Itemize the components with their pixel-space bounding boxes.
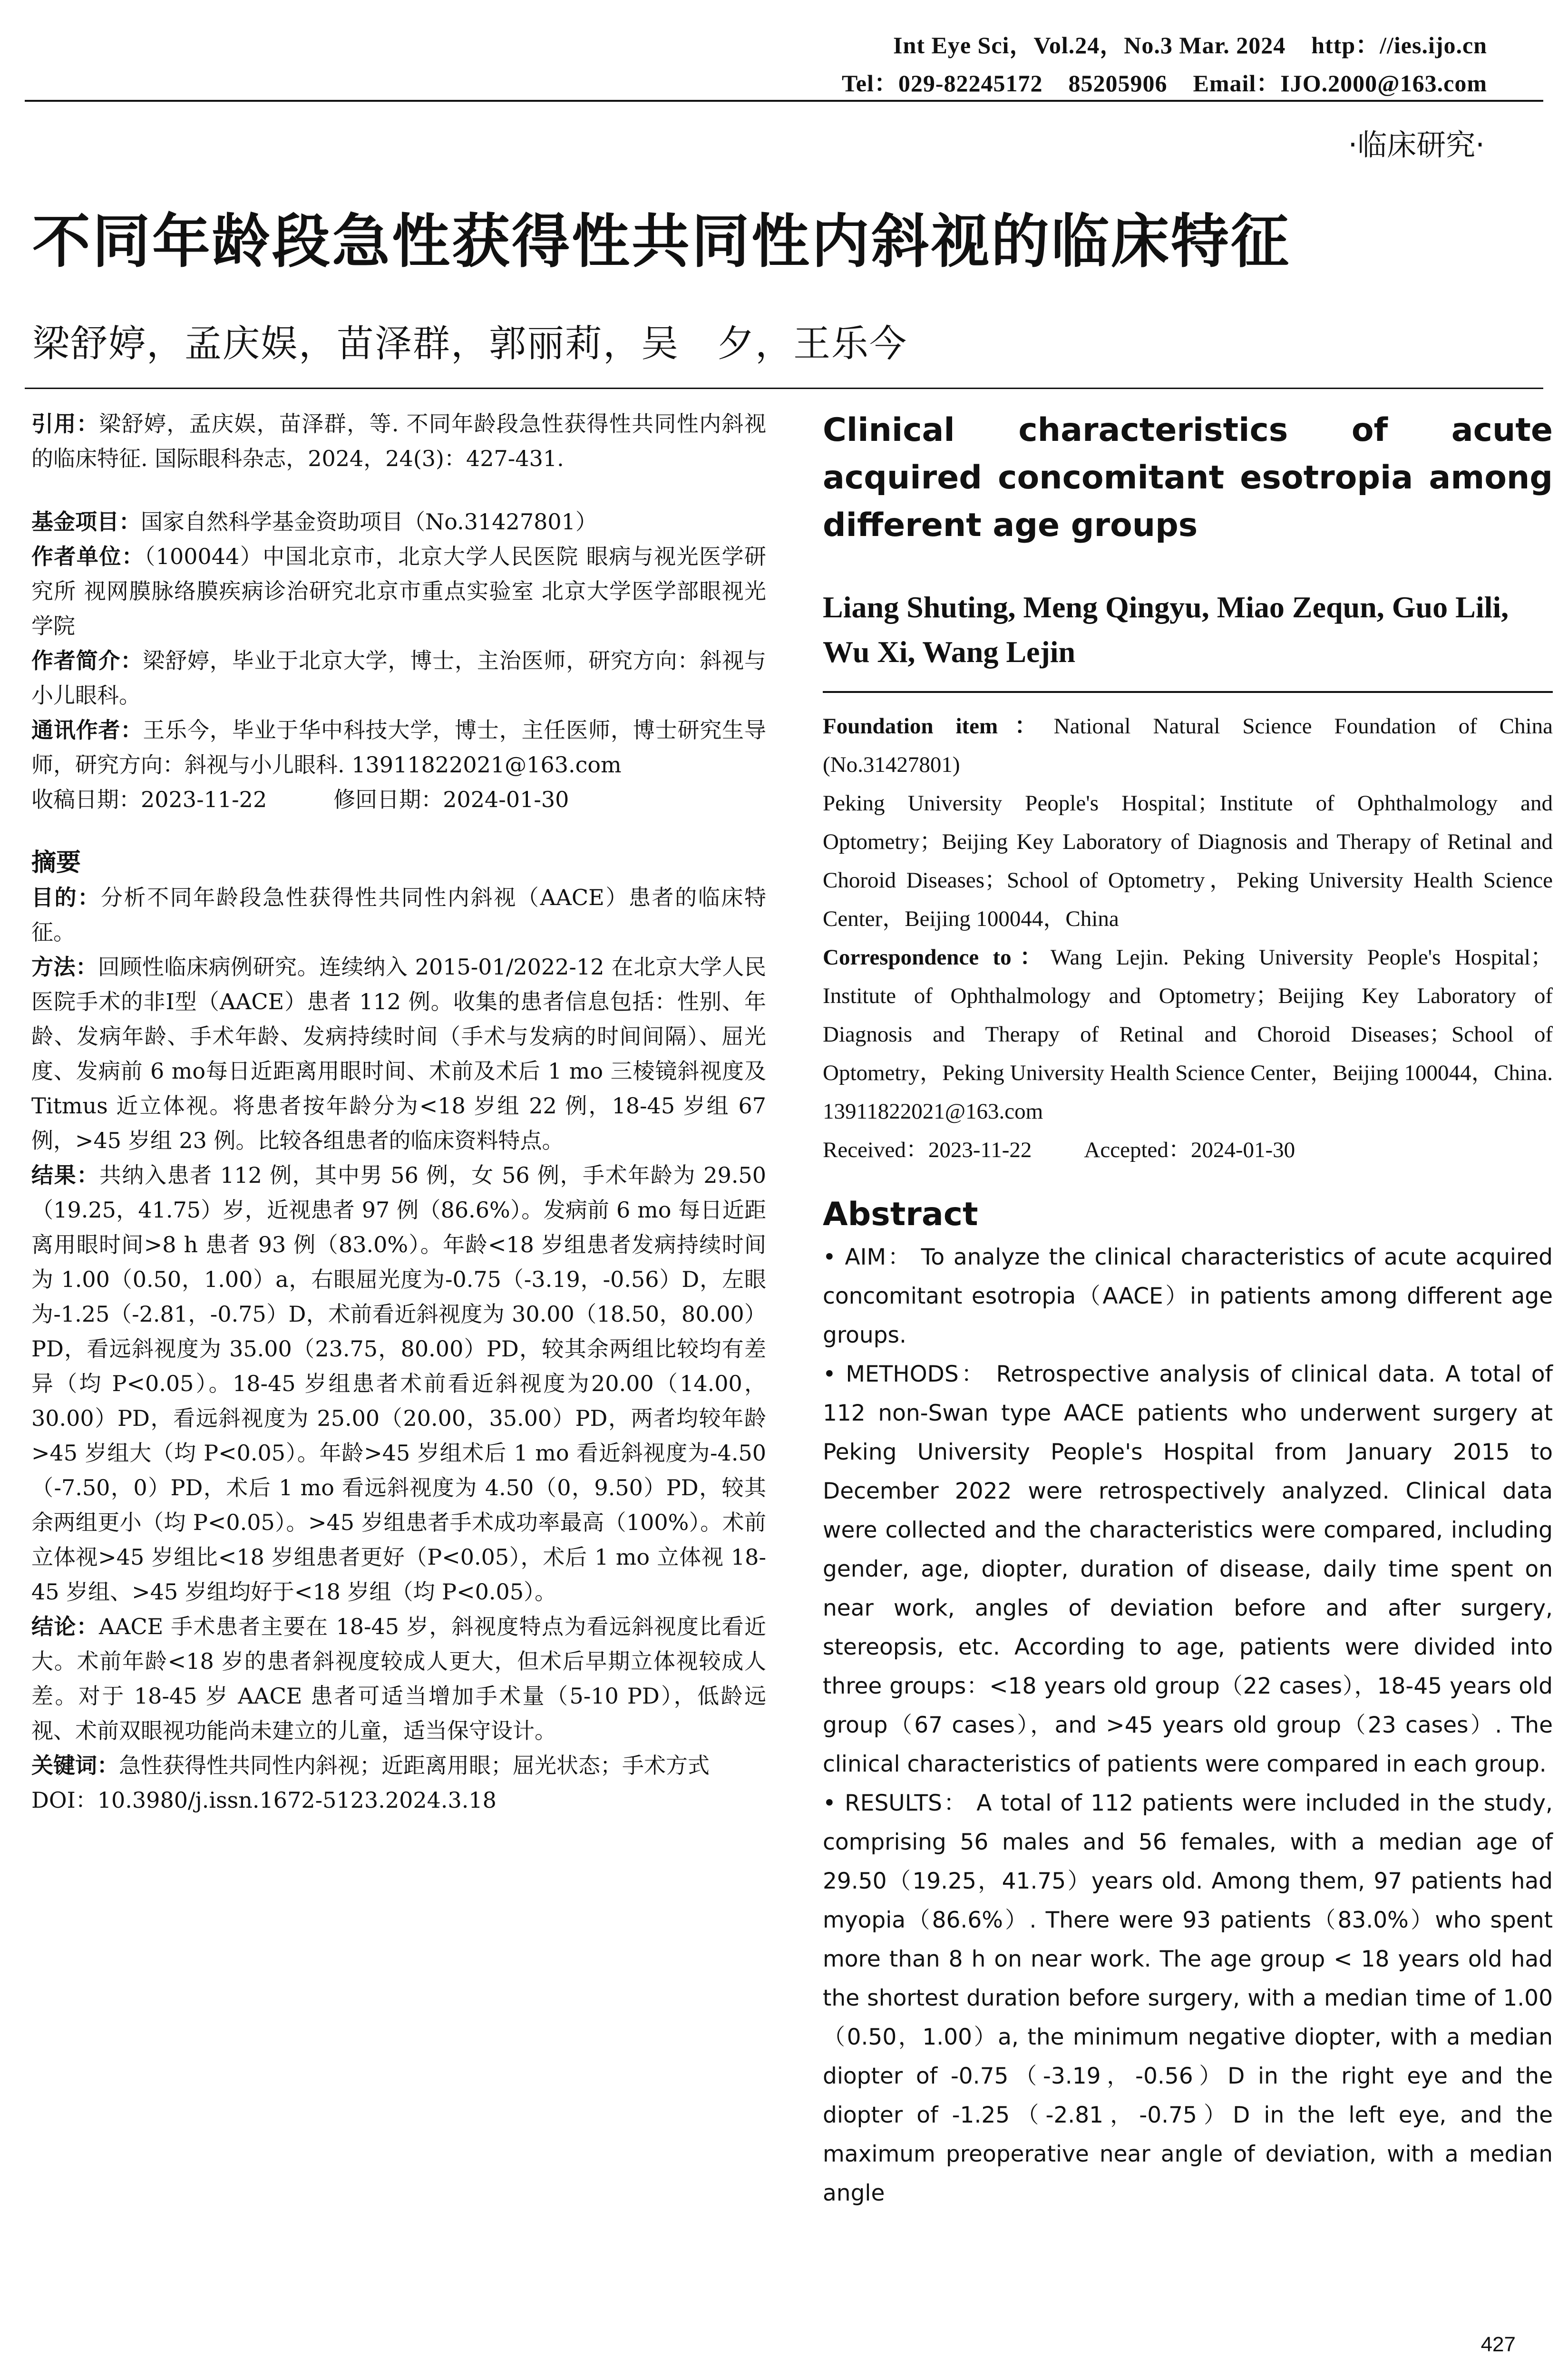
author-unit bbox=[31, 539, 766, 643]
article-title-en: Clinical characteristics of acute acquired concomitant esotropia among different age groups bbox=[823, 411, 1553, 544]
foundation-item bbox=[823, 707, 1553, 784]
methods-en-label: • METHODS： bbox=[823, 1361, 987, 1387]
foundation-text: National Natural Science Foundation of China (No.31427801) bbox=[823, 714, 1553, 777]
dates-en bbox=[823, 1131, 1553, 1169]
results-en-label: • RESULTS： bbox=[823, 1790, 968, 1816]
foundation-label: Foundation item： bbox=[823, 714, 1054, 739]
citation bbox=[31, 407, 766, 476]
affiliation: Peking University People's Hospital；Institute of Ophthalmology and Optometry；Beijing Key Laboratory of Diagnosis and Therapy of Retinal and Choroid Diseases；School of Optometry，Peking University Health Science Center，Beijing 100044，China bbox=[823, 791, 1553, 931]
correspondence bbox=[823, 938, 1553, 1131]
abstract-en-aim bbox=[823, 1238, 1553, 1355]
conclusion-label: 结论： bbox=[31, 1614, 99, 1639]
results-label: 结果： bbox=[31, 1162, 99, 1188]
methods-text: 回顾性临床病例研究。连续纳入 2015-01/2022-12 在北京大学人民医院手术的非Ⅰ型（AACE）患者 112 例。收集的患者信息包括：性别、年龄、发病年龄、手术年龄、发病持续时间（手术与发病的时间间隔）、屈光度、发病前 6 mo每日近距离用眼时间、术前及术后 1 mo 三棱镜斜视度及 Titmus 近立体视。将患者按年龄分为<18 岁组 22 例，18-45 岁组 67 例，>45 岁组 23 例。比较各组患者的临床资料特点。 bbox=[31, 954, 767, 1153]
citation-text: 梁舒婷，孟庆娱，苗泽群，等. 不同年龄段急性获得性共同性内斜视的临床特征. 国际眼科杂志，2024，24(3)：427-431. bbox=[31, 411, 767, 471]
journal-header-line: Int Eye Sci，Vol.24，No.3 Mar. 2024 http：//ies.ijo.cn bbox=[893, 32, 1487, 58]
header-rule bbox=[25, 100, 1543, 102]
aim-en-label: • AIM： bbox=[823, 1244, 912, 1270]
bio-label: 作者简介： bbox=[31, 648, 143, 673]
citation-label: 引用： bbox=[31, 411, 99, 437]
title-rule bbox=[25, 388, 1543, 389]
dates bbox=[31, 782, 766, 817]
aim-text: 分析不同年龄段急性获得性共同性内斜视（AACE）患者的临床特征。 bbox=[31, 885, 767, 945]
correspondence-label: Correspondence to： bbox=[823, 945, 1051, 970]
received-date: 收稿日期：2023-11-22 bbox=[31, 787, 267, 812]
journal-contact-line: Tel：029-82245172 85205906 Email：IJO.2000@163.com bbox=[842, 70, 1487, 97]
keywords-label: 关键词： bbox=[31, 1753, 119, 1778]
methods-en-text: Retrospective analysis of clinical data. A total of 112 non-Swan type AACE patients who underwent surgery at Peking University People's Hospital from January 2015 to December 2022 were retrospectively analyzed. Clinical data were collected and the characteristics were compared, including gender, age, diopter, duration of disease, daily time spent on near work, angles of deviation before and after surgery, stereopsis, etc. According to age, patients were divided into three groups：<18 years old group（22 cases），18-45 years old group（67 cases），and >45 years old group（23 cases）. The clinical characteristics of patients were compared in each group. bbox=[823, 1361, 1553, 1777]
revised-date: 修回日期：2024-01-30 bbox=[333, 787, 569, 812]
left-column bbox=[31, 407, 766, 1818]
author-bio bbox=[31, 643, 766, 713]
aim-en-text: To analyze the clinical characteristics of acute acquired concomitant esotropia（AACE）in patients among different age groups. bbox=[823, 1244, 1553, 1348]
article-title-cn: 不同年龄段急性获得性共同性内斜视的临床特征 bbox=[32, 208, 1291, 275]
abstract-heading-en: Abstract bbox=[823, 1196, 978, 1233]
article-authors-cn: 梁舒婷，孟庆娱，苗泽群，郭丽莉，吴 夕，王乐今 bbox=[32, 322, 908, 365]
correspondence-text: Wang Lejin. Peking University People's Hospital；Institute of Ophthalmology and Optometry；Beijing Key Laboratory of Diagnosis and Therapy of Retinal and Choroid Diseases；School of Optometry，Peking University Health Science Center，Beijing 100044，China. 13911822021@163.com bbox=[823, 945, 1553, 1124]
abstract-results bbox=[31, 1158, 766, 1609]
results-en-text: A total of 112 patients were included in the study, comprising 56 males and 56 females, with a median age of 29.50（19.25，41.75）years old. Among them, 97 patients had myopia（86.6%）. There were 93 patients（83.0%）who spent more than 8 h on near work. The age group < 18 years old had the shortest duration before surgery, with a median time of 1.00（0.50，1.00）a, the minimum negative diopter, with a median diopter of -0.75（-3.19，-0.56）D in the right eye and the diopter of -1.25（-2.81，-0.75）D in the left eye, and the maximum preoperative near angle of deviation, with a median angle bbox=[823, 1790, 1553, 2206]
received-en: Received：2023-11-22 bbox=[823, 1138, 1032, 1162]
unit-text: （100044）中国北京市，北京大学人民医院 眼病与视光医学研究所 视网膜脉络膜疾病诊治研究北京市重点实验室 北京大学医学部眼视光学院 bbox=[31, 544, 766, 639]
conclusion-text: AACE 手术患者主要在 18-45 岁，斜视度特点为看远斜视度比看近大。术前年龄<18 岁的患者斜视度较成人更大，但术后早期立体视较成人差。对于 18-45 岁 AACE 患者可适当增加手术量（5-10 PD），低龄远视、术前双眼视功能尚未建立的儿童，适当保守设计。 bbox=[31, 1614, 766, 1744]
keywords-text: 急性获得性共同性内斜视；近距离用眼；屈光状态；手术方式 bbox=[119, 1753, 710, 1778]
aim-label: 目的： bbox=[31, 885, 101, 910]
right-column bbox=[823, 407, 1553, 2213]
abstract-heading-cn: 摘要 bbox=[31, 848, 81, 877]
article-authors-en: Liang Shuting, Meng Qingyu, Miao Zequn, Guo Lili, Wu Xi, Wang Lejin bbox=[823, 590, 1509, 669]
accepted-en: Accepted：2024-01-30 bbox=[1084, 1138, 1295, 1162]
section-label: ·临床研究· bbox=[1348, 127, 1485, 162]
abstract-methods bbox=[31, 950, 766, 1158]
corr-text: 王乐今，毕业于华中科技大学，博士，主任医师，博士研究生导师，研究方向：斜视与小儿眼科. 13911822021@163.com bbox=[31, 717, 766, 778]
unit-label: 作者单位： bbox=[31, 544, 145, 569]
results-text: 共纳入患者 112 例，其中男 56 例，女 56 例，手术年龄为 29.50（19.25，41.75）岁，近视患者 97 例（86.6%）。发病前 6 mo 每日近距离用眼时间>8 h 患者 93 例（83.0%）。年龄<18 岁组患者发病持续时间为 1.00（0.50，1.00）a，右眼屈光度为-0.75（-3.19，-0.56）D，左眼为-1.25（-2.81，-0.75）D，术前看近斜视度为 30.00（18.50，80.00）PD，看远斜视度为 35.00（23.75，80.00）PD，较其余两组比较均有差异（均 P<0.05）。18-45 岁组患者术前看近斜视度为20.00（14.00，30.00）PD，看远斜视度为 25.00（20.00，35.00）PD，两者均较年龄>45 岁组大（均 P<0.05）。年龄>45 岁组术后 1 mo 看近斜视度为-4.50（-7.50，0）PD，术后 1 mo 看远斜视度为 4.50（0，9.50）PD，较其余两组更小（均 P<0.05）。>45 岁组患者手术成功率最高（100%）。术前立体视>45 岁组比<18 岁组患者更好（P<0.05），术后 1 mo 立体视 18-45 岁组、>45 岁组均好于<18 岁组（均 P<0.05）。 bbox=[31, 1162, 766, 1605]
methods-label: 方法： bbox=[31, 954, 98, 980]
bio-text: 梁舒婷，毕业于北京大学，博士，主治医师，研究方向：斜视与小儿眼科。 bbox=[31, 648, 766, 708]
doi: DOI：10.3980/j.issn.1672-5123.2024.3.18 bbox=[31, 1787, 497, 1813]
abstract-conclusion bbox=[31, 1609, 766, 1748]
abstract-en-results bbox=[823, 1784, 1553, 2213]
keywords bbox=[31, 1748, 766, 1783]
fund-text: 国家自然科学基金资助项目（No.31427801） bbox=[141, 509, 597, 535]
right-rule bbox=[823, 691, 1553, 693]
fund-item bbox=[31, 505, 766, 539]
abstract-en-methods bbox=[823, 1355, 1553, 1784]
page-number: 427 bbox=[1480, 2333, 1516, 2356]
abstract-aim bbox=[31, 880, 766, 950]
corr-label: 通讯作者： bbox=[31, 717, 143, 743]
corresponding-author bbox=[31, 713, 766, 782]
fund-label: 基金项目： bbox=[31, 509, 141, 535]
